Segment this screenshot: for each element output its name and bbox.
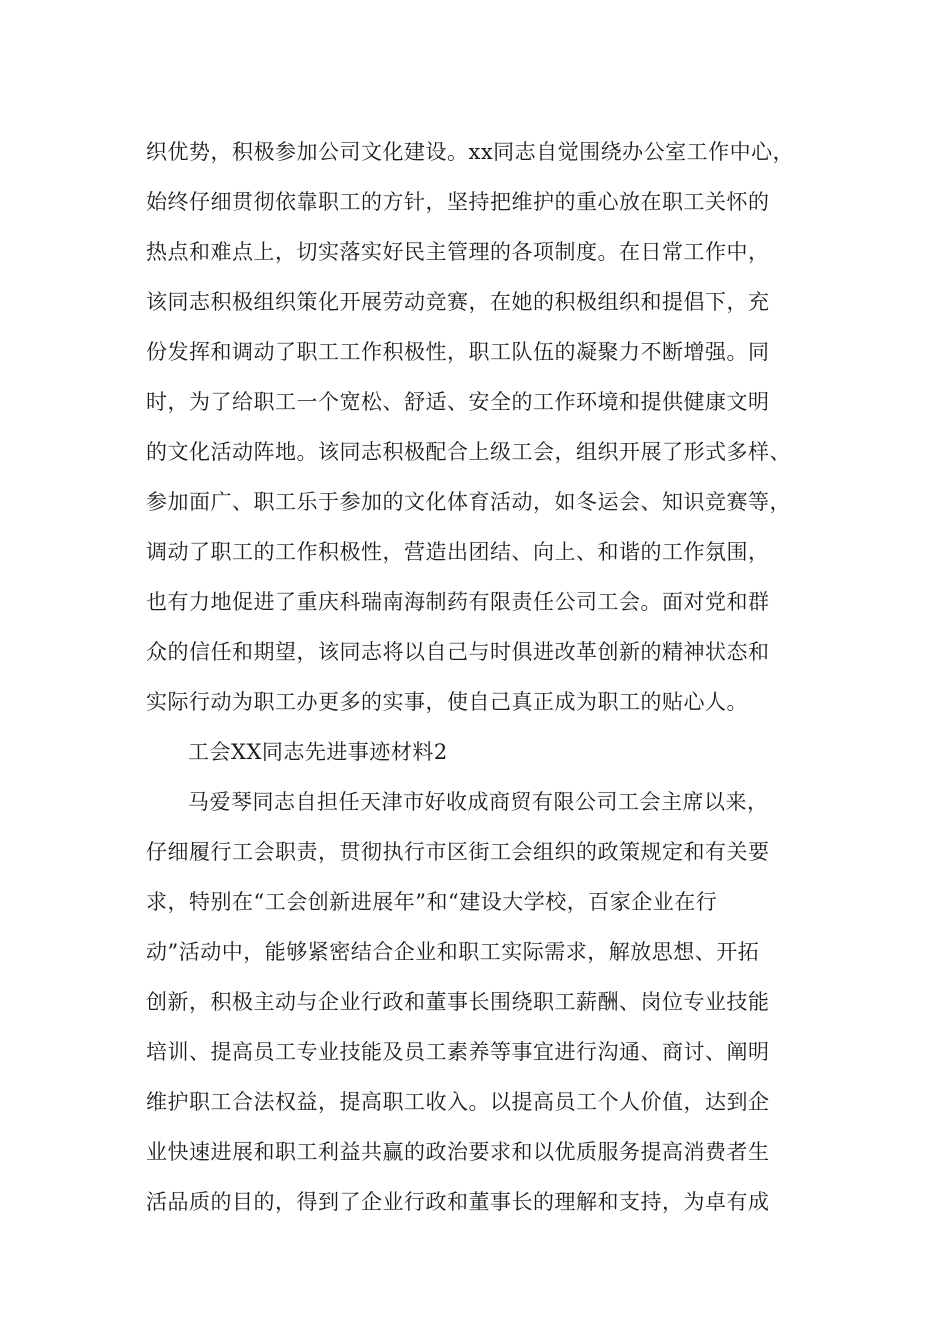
paragraph-line: 马爱琴同志自担任天津市好收成商贸有限公司工会主席以来， bbox=[188, 790, 769, 814]
paragraph-line: 业快速进展和职工利益共赢的政治要求和以优质服务提高消费者生 bbox=[146, 1140, 770, 1164]
paragraph-line: 实际行动为职工办更多的实事，使自己真正成为职工的贴心人。 bbox=[146, 690, 748, 714]
paragraph-line: 份发挥和调动了职工工作积极性，职工队伍的凝聚力不断增强。同 bbox=[146, 340, 770, 364]
paragraph-line: 的文化活动阵地。该同志积极配合上级工会，组织开展了形式多样、 bbox=[146, 440, 791, 464]
paragraph-line: 织优势，积极参加公司文化建设。xx同志自觉围绕办公室工作中心， bbox=[146, 140, 795, 164]
paragraph-line: 也有力地促进了重庆科瑞南海制药有限责任公司工会。面对党和群 bbox=[146, 590, 770, 614]
paragraph-line: 始终仔细贯彻依靠职工的方针，坚持把维护的重心放在职工关怀的 bbox=[146, 190, 770, 214]
paragraph-line: 培训、提高员工专业技能及员工素养等事宜进行沟通、商讨、阐明 bbox=[146, 1040, 770, 1064]
paragraph-line: 活品质的目的，得到了企业行政和董事长的理解和支持，为卓有成 bbox=[146, 1190, 770, 1214]
paragraph-line: 众的信任和期望，该同志将以自己与时俱进改革创新的精神状态和 bbox=[146, 640, 770, 664]
section-heading: 工会XX同志先进事迹材料2 bbox=[188, 740, 448, 764]
paragraph-line: 调动了职工的工作积极性，营造出团结、向上、和谐的工作氛围， bbox=[146, 540, 770, 564]
paragraph-line: 时，为了给职工一个宽松、舒适、安全的工作环境和提供健康文明 bbox=[146, 390, 770, 414]
paragraph-line: 求，特别在“工会创新进展年”和“建设大学校，百家企业在行 bbox=[146, 890, 718, 914]
paragraph-line: 参加面广、职工乐于参加的文化体育活动，如冬运会、知识竞赛等， bbox=[146, 490, 791, 514]
paragraph-line: 该同志积极组织策化开展劳动竞赛，在她的积极组织和提倡下，充 bbox=[146, 290, 770, 314]
paragraph-line: 创新，积极主动与企业行政和董事长围绕职工薪酬、岗位专业技能 bbox=[146, 990, 770, 1014]
paragraph-line: 动”活动中，能够紧密结合企业和职工实际需求，解放思想、开拓 bbox=[146, 940, 760, 964]
paragraph-line: 仔细履行工会职责，贯彻执行市区街工会组织的政策规定和有关要 bbox=[146, 840, 770, 864]
paragraph-line: 维护职工合法权益，提高职工收入。以提高员工个人价值，达到企 bbox=[146, 1090, 770, 1114]
paragraph-line: 热点和难点上，切实落实好民主管理的各项制度。在日常工作中， bbox=[146, 240, 770, 264]
